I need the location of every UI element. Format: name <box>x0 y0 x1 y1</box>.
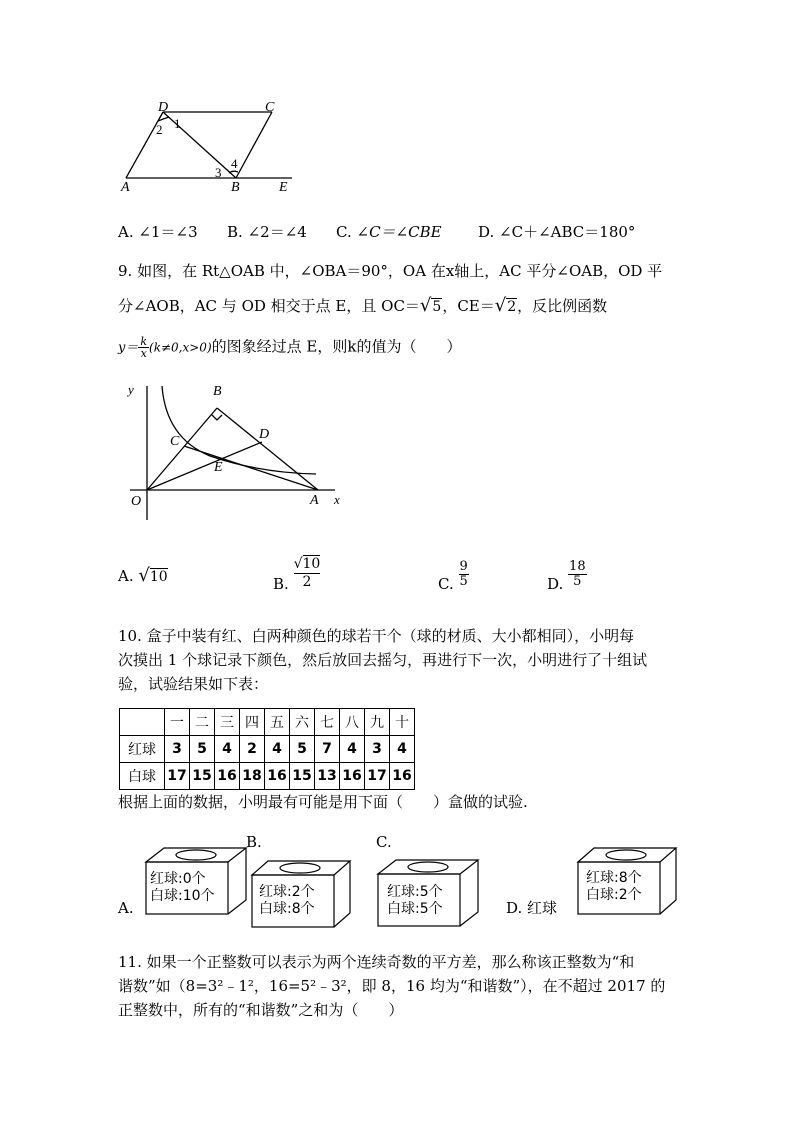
table-cell: 3 <box>165 736 190 763</box>
q10-box-c-label <box>387 884 443 918</box>
q10-results-table <box>119 708 415 790</box>
table-header-cell <box>120 709 165 736</box>
q8-option-c[interactable] <box>336 222 442 242</box>
q10-option-c-letter[interactable]: C. <box>376 833 392 851</box>
q11-line-1: 11. 如果一个正整数可以表示为两个连续奇数的平方差，那么称该正整数为“和 <box>118 953 635 971</box>
q10-box-b-red: 红球:2个 <box>259 884 315 900</box>
table-cell: 5 <box>190 736 215 763</box>
table-cell: 4 <box>340 736 365 763</box>
table-header-cell: 二 <box>190 709 215 736</box>
table-header-cell: 一 <box>165 709 190 736</box>
q9-option-a-letter: A. <box>118 567 134 585</box>
q10-box-c-red: 红球:5个 <box>387 884 443 900</box>
q9-option-d-den: 5 <box>573 574 582 589</box>
q8-angle-3: 3 <box>215 165 222 180</box>
q10-box-d-white: 白球:2个 <box>586 887 642 903</box>
table-header-cell: 五 <box>265 709 290 736</box>
q10-after-table: 根据上面的数据，小明最有可能是用下面（ ）盒做的试验. <box>118 793 528 811</box>
q8-option-b[interactable] <box>227 222 307 242</box>
q9-line-2-c: ，反比例函数 <box>517 297 608 315</box>
q10-box-a-white: 白球:10个 <box>150 888 215 904</box>
table-cell: 15 <box>190 763 215 790</box>
table-cell: 15 <box>290 763 315 790</box>
sqrt-icon: √ <box>494 295 507 316</box>
q10-line-3: 验，试验结果如下表： <box>118 675 269 693</box>
q9-sqrt5: 5 <box>432 299 442 315</box>
table-header-cell: 八 <box>340 709 365 736</box>
q10-line-1: 10. 盒子中装有红、白两种颜色的球若干个（球的材质、大小都相同），小明每 <box>118 627 635 645</box>
table-row-label: 白球 <box>120 763 165 790</box>
table-header-cell: 七 <box>315 709 340 736</box>
q10-box-b-white: 白球:8个 <box>259 901 315 917</box>
table-header-cell: 六 <box>290 709 315 736</box>
table-cell: 16 <box>215 763 240 790</box>
q9-option-b-den: 2 <box>302 574 312 590</box>
q9-option-c-num: 9 <box>459 559 468 574</box>
q9-option-d-frac <box>568 560 587 589</box>
q8-option-d-text: ∠C＋∠ABC＝180° <box>499 223 636 241</box>
q9-option-b[interactable] <box>273 556 320 594</box>
q9-option-a[interactable] <box>118 566 168 587</box>
table-cell: 13 <box>315 763 340 790</box>
q10-box-a-label <box>150 871 215 905</box>
table-cell: 4 <box>215 736 240 763</box>
q9-label-B: B <box>213 384 222 399</box>
q9-label-D: D <box>259 427 270 442</box>
q8-label-A: A <box>121 180 130 195</box>
q8-parallelogram-figure <box>110 98 310 198</box>
q11-line-2: 谐数”如（8=3²﹣1²，16=5²﹣3²，即 8，16 均为“和谐数”），在不超过 2017 的 <box>118 977 666 995</box>
table-cell: 18 <box>240 763 265 790</box>
q9-option-c[interactable] <box>438 560 469 594</box>
table-cell: 16 <box>340 763 365 790</box>
q9-line-2 <box>118 296 607 317</box>
q8-option-a[interactable] <box>118 222 198 242</box>
q9-line-1: 9. 如图，在 Rt△OAB 中，∠OBA＝90°，OA 在x轴上，AC 平分∠OAB，OD 平 <box>118 262 663 280</box>
table-cell: 4 <box>265 736 290 763</box>
q9-label-C: C <box>170 434 180 449</box>
q8-option-d-letter: D. <box>478 223 495 241</box>
q9-line-2-b: ，CE＝ <box>442 297 495 315</box>
q9-option-b-letter: B. <box>273 575 289 593</box>
q9-func-den: x <box>140 347 147 360</box>
table-row <box>120 763 415 790</box>
q9-label-y: y <box>128 382 134 397</box>
table-cell: 3 <box>365 736 390 763</box>
q9-option-d-num: 18 <box>569 559 586 574</box>
q10-box-b-label <box>259 884 315 918</box>
table-cell: 5 <box>290 736 315 763</box>
table-header-cell: 十 <box>390 709 415 736</box>
q9-option-c-frac <box>459 560 469 589</box>
q10-option-a-letter[interactable]: A. <box>118 899 134 917</box>
q9-line-3 <box>118 336 461 359</box>
q10-box-d-red: 红球:8个 <box>586 870 642 886</box>
q8-angle-4: 4 <box>231 156 238 171</box>
q10-line-2: 次摸出 1 个球记录下颜色，然后放回去摇匀，再进行下一次，小明进行了十组试 <box>118 651 648 669</box>
q9-label-O: O <box>131 494 142 509</box>
table-row-label: 红球 <box>120 736 165 763</box>
q8-option-c-text: ∠C＝∠CBE <box>356 223 442 241</box>
table-header-cell: 四 <box>240 709 265 736</box>
q9-option-c-letter: C. <box>438 575 454 593</box>
q11-line-3: 正整数中，所有的“和谐数”之和为（ ） <box>118 1001 404 1019</box>
q10-box-a-red: 红球:0个 <box>150 871 206 887</box>
q8-option-c-letter: C. <box>336 223 352 241</box>
q8-label-D: D <box>158 100 169 115</box>
q9-option-d-letter: D. <box>547 575 564 593</box>
table-cell: 2 <box>240 736 265 763</box>
q8-option-b-text: ∠2＝∠4 <box>247 223 307 241</box>
q9-sqrt2: 2 <box>507 299 517 315</box>
q9-option-b-num <box>294 556 321 574</box>
sqrt-icon: √ <box>419 295 432 316</box>
table-cell: 16 <box>390 763 415 790</box>
table-cell: 17 <box>165 763 190 790</box>
table-cell: 17 <box>365 763 390 790</box>
table-cell: 4 <box>390 736 415 763</box>
q9-option-a-rad: 10 <box>149 569 168 585</box>
q9-option-b-frac <box>294 556 321 591</box>
q8-option-a-text: ∠1＝∠3 <box>138 223 198 241</box>
q8-label-B: B <box>231 180 240 195</box>
q10-option-d-letter[interactable]: D. 红球 <box>506 899 558 917</box>
q8-option-a-letter: A. <box>118 223 134 241</box>
sqrt-icon: √ <box>293 556 303 572</box>
q10-box-d-label <box>586 870 642 904</box>
q9-option-c-den: 5 <box>459 574 468 589</box>
q9-option-b-rad: 10 <box>302 556 321 572</box>
q9-func-num: k <box>140 335 148 348</box>
table-cell: 16 <box>265 763 290 790</box>
q9-func-frac <box>138 336 149 359</box>
q8-label-C: C <box>265 100 275 115</box>
table-row <box>120 736 415 763</box>
q9-label-E: E <box>214 460 223 475</box>
table-header-row <box>120 709 415 736</box>
q8-option-d[interactable] <box>478 222 635 242</box>
q8-angle-1: 1 <box>174 116 181 131</box>
q9-func-cond: (k≠0,x>0) <box>149 340 212 355</box>
q9-func-y: y＝ <box>118 340 139 356</box>
q8-option-b-letter: B. <box>227 223 243 241</box>
table-header-cell: 九 <box>365 709 390 736</box>
table-header-cell: 三 <box>215 709 240 736</box>
q10-box-c-white: 白球:5个 <box>387 901 443 917</box>
q9-label-x: x <box>334 492 340 507</box>
table-cell: 7 <box>315 736 340 763</box>
q9-option-d[interactable] <box>547 560 587 594</box>
q9-label-A: A <box>310 493 319 508</box>
q10-option-b-letter[interactable]: B. <box>246 833 262 851</box>
q8-label-E: E <box>279 180 288 195</box>
q9-line-3-rest: 的图象经过点 E，则k的值为（ ） <box>211 337 462 356</box>
q8-angle-2: 2 <box>156 122 163 137</box>
sqrt-icon: √ <box>138 565 150 586</box>
q9-line-2-a: 分∠AOB，AC 与 OD 相交于点 E，且 OC＝ <box>118 297 420 315</box>
q9-coordinate-figure <box>120 378 360 523</box>
